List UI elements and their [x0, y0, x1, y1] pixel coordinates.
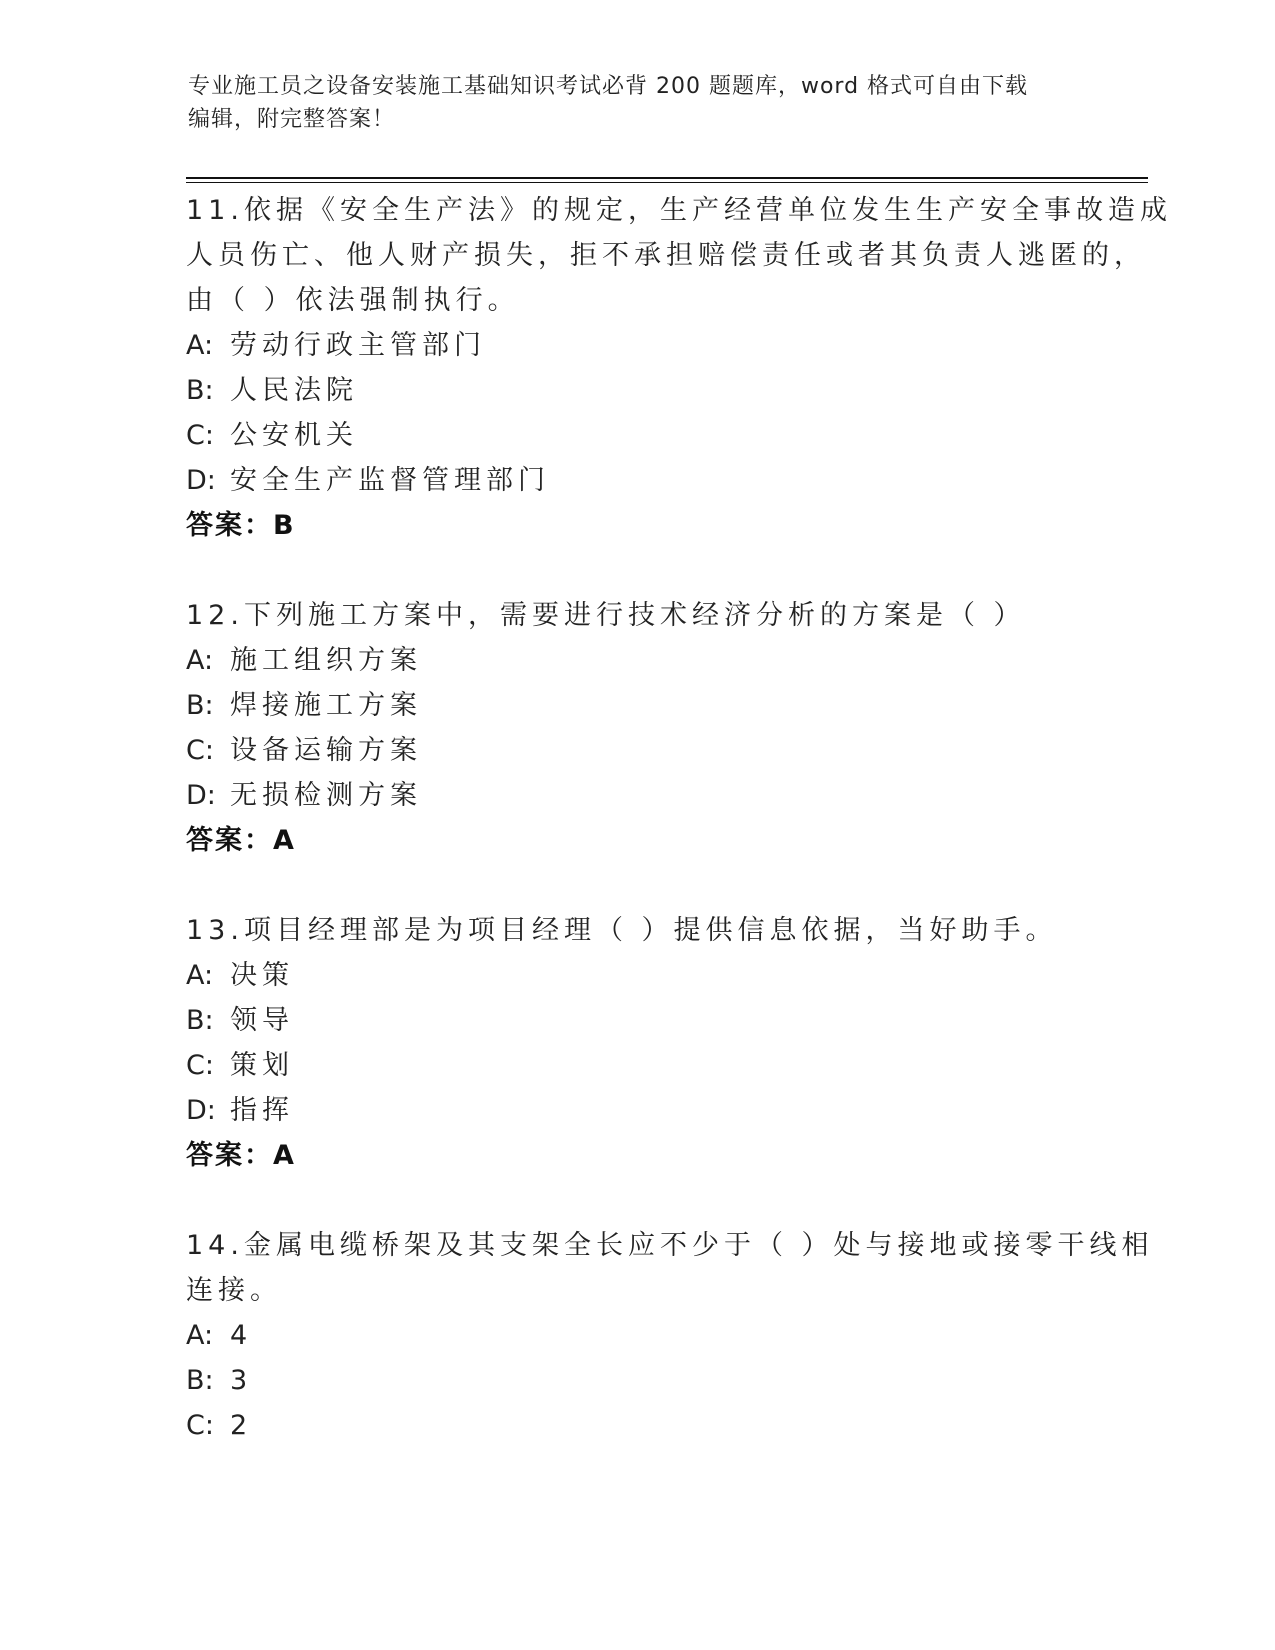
option-letter: A: [186, 960, 214, 991]
option-a [186, 953, 1086, 998]
answer-line: 答案：A [186, 1140, 296, 1171]
option-letter: C: [186, 1050, 214, 1081]
option-text: 3 [230, 1365, 253, 1396]
question-stem-line: 11.依据《安全生产法》的规定，生产经营单位发生生产安全事故造成 [186, 195, 1172, 226]
option-b [186, 683, 1086, 728]
option-text: 设备运输方案 [230, 735, 422, 766]
option-text: 领导 [230, 1005, 294, 1036]
option-c [186, 728, 1086, 773]
option-text: 施工组织方案 [230, 645, 422, 676]
question-stem-line: 13.项目经理部是为项目经理（ ）提供信息依据，当好助手。 [186, 915, 1058, 946]
option-c [186, 1403, 1086, 1448]
option-a [186, 638, 1086, 683]
header-line-2: 编辑，附完整答案！ [188, 107, 396, 132]
option-text: 无损检测方案 [230, 780, 422, 811]
question-spacer [186, 863, 1086, 908]
option-letter: B: [186, 1365, 214, 1396]
option-letter: D: [186, 780, 216, 811]
option-letter: B: [186, 375, 214, 406]
question-stem-line: 人员伤亡、他人财产损失，拒不承担赔偿责任或者其负责人逃匿的， [186, 240, 1146, 271]
option-text: 决策 [230, 960, 294, 991]
answer-line: 答案：A [186, 825, 296, 856]
option-b [186, 1358, 1086, 1403]
option-c [186, 1043, 1086, 1088]
option-a [186, 1313, 1086, 1358]
question-stem [186, 593, 1086, 638]
header-divider-thick [186, 177, 1148, 179]
question-13 [186, 908, 1086, 1178]
option-text: 人民法院 [230, 375, 358, 406]
option-text: 指挥 [230, 1095, 294, 1126]
document-header [188, 70, 1088, 136]
option-b [186, 998, 1086, 1043]
option-letter: D: [186, 465, 216, 496]
option-letter: B: [186, 690, 214, 721]
answer-line: 答案：B [186, 510, 296, 541]
question-11 [186, 188, 1172, 548]
option-letter: B: [186, 1005, 214, 1036]
option-text: 策划 [230, 1050, 294, 1081]
question-stem [186, 1223, 1154, 1313]
option-letter: C: [186, 1410, 214, 1441]
question-stem [186, 908, 1086, 953]
question-list [186, 188, 1172, 1448]
option-letter: A: [186, 645, 214, 676]
option-text: 劳动行政主管部门 [230, 330, 486, 361]
option-letter: C: [186, 735, 214, 766]
option-letter: C: [186, 420, 214, 451]
option-letter: A: [186, 1320, 214, 1351]
header-line-1: 专业施工员之设备安装施工基础知识考试必背 200 题题库，word 格式可自由下载 [188, 74, 1029, 99]
option-d [186, 1088, 1086, 1133]
option-d [186, 773, 1086, 818]
option-letter: D: [186, 1095, 216, 1126]
option-c [186, 413, 1086, 458]
option-text: 安全生产监督管理部门 [230, 465, 550, 496]
option-d [186, 458, 1086, 503]
option-a [186, 323, 1086, 368]
question-stem-line: 12.下列施工方案中，需要进行技术经济分析的方案是（ ） [186, 600, 1026, 631]
option-text: 公安机关 [230, 420, 358, 451]
option-text: 2 [230, 1410, 253, 1441]
option-text: 4 [230, 1320, 253, 1351]
question-14 [186, 1223, 1154, 1448]
question-stem-line: 连接。 [186, 1275, 282, 1306]
option-b [186, 368, 1086, 413]
question-12 [186, 593, 1086, 863]
question-spacer [186, 548, 1086, 593]
question-stem-line: 由（ ）依法强制执行。 [186, 285, 520, 316]
header-divider-thin [186, 182, 1148, 183]
option-letter: A: [186, 330, 214, 361]
option-text: 焊接施工方案 [230, 690, 422, 721]
question-stem [186, 188, 1172, 323]
question-stem-line: 14.金属电缆桥架及其支架全长应不少于（ ）处与接地或接零干线相 [186, 1230, 1154, 1261]
question-spacer [186, 1178, 1086, 1223]
